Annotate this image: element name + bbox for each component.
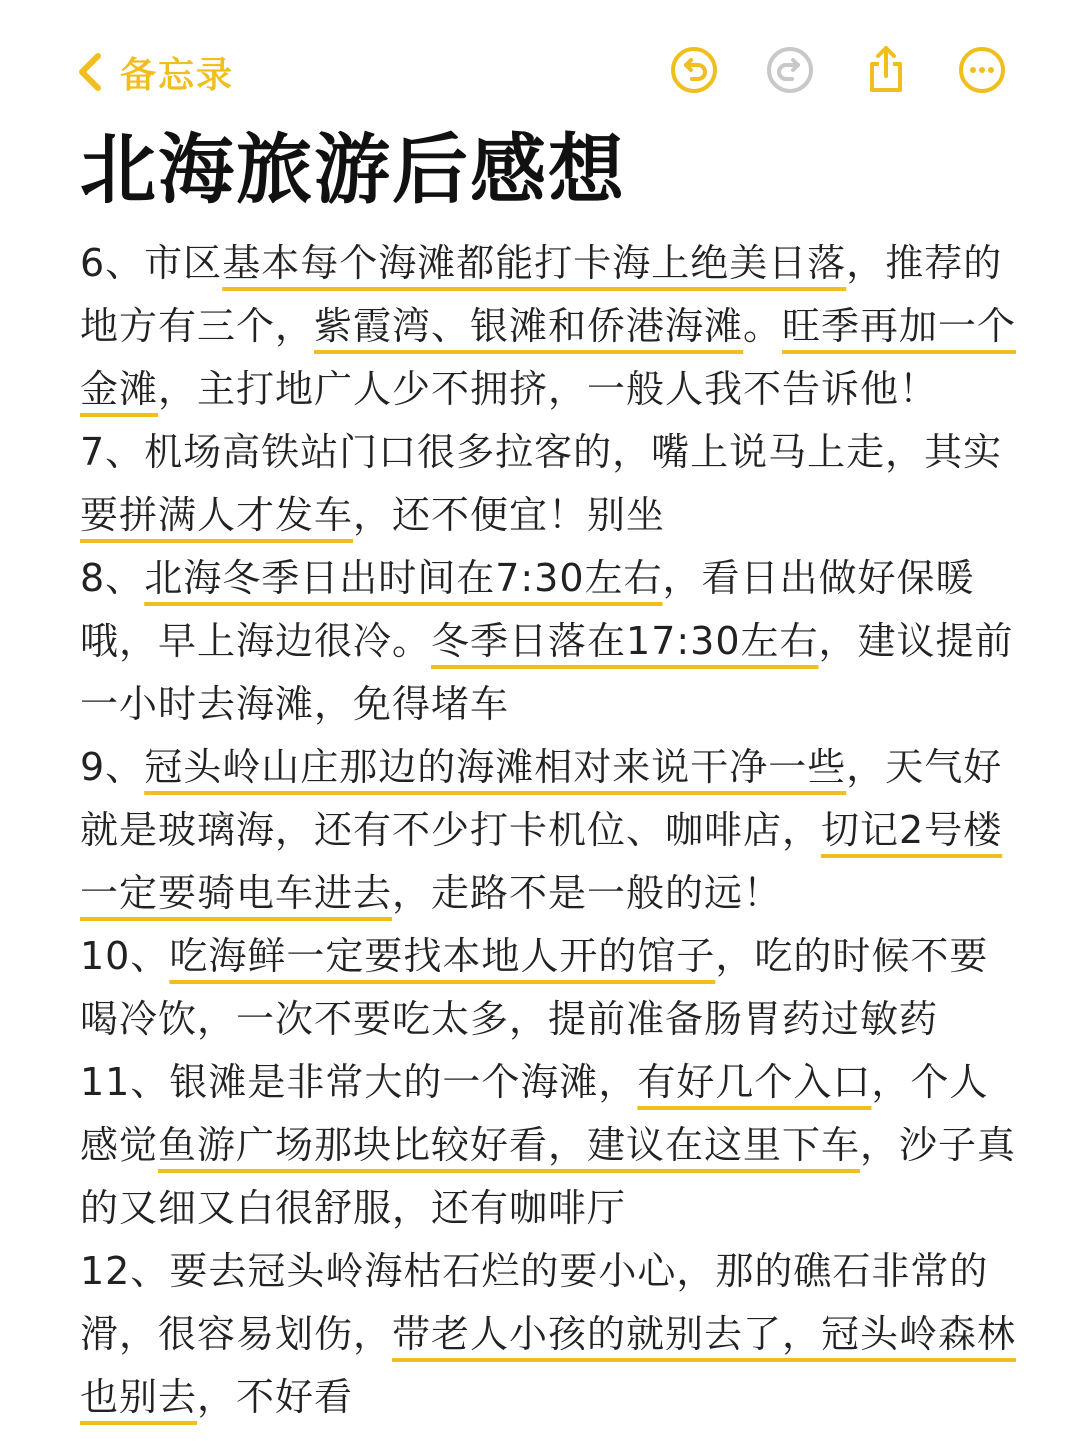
note-text: 10、	[80, 934, 170, 978]
note-paragraph	[80, 736, 1020, 925]
note-text: 9、	[80, 745, 145, 789]
highlighted-text: 有好几个入口	[637, 1060, 872, 1104]
note-paragraph	[80, 1240, 1020, 1429]
undo-icon	[668, 44, 720, 96]
note-text: ，天气好就是玻璃海，还有不少打卡机位、咖啡店，	[80, 745, 1003, 852]
highlighted-text: 旺季再加一个金滩	[80, 304, 1017, 411]
share-button[interactable]	[860, 44, 912, 96]
redo-button[interactable]	[764, 44, 816, 96]
note-text: ，走路不是一般的远！	[392, 871, 783, 915]
note-text: ，还不便宜！别坐	[353, 493, 666, 537]
more-icon	[956, 44, 1008, 96]
note-text: 6、市区	[80, 241, 223, 285]
note-paragraph	[80, 1051, 1020, 1240]
note-text: 8、	[80, 556, 145, 600]
highlighted-text: 北海冬季日出时间在7:30左右	[144, 556, 663, 600]
highlighted-text: 紫霞湾、银滩和侨港海滩	[314, 304, 744, 348]
note-text: 7、机场高铁站门口很多拉客的，嘴上说马上走，其实	[80, 430, 1003, 474]
back-label: 备忘录	[120, 54, 235, 96]
highlighted-text: 鱼游广场那块比较好看，建议在这里下车	[158, 1123, 861, 1167]
note-text: 12、要去冠头岭海枯石烂的要小心，那的礁石非常的滑，很容易划伤，	[80, 1249, 989, 1356]
chevron-left-icon	[74, 50, 106, 94]
note-paragraph	[80, 232, 1020, 421]
highlighted-text: 要拼满人才发车	[80, 493, 354, 537]
note-text: ，不好看	[197, 1375, 354, 1419]
note-title: 北海旅游后感想	[80, 125, 626, 214]
note-body[interactable]	[80, 232, 1020, 1429]
highlighted-text: 切记2号楼一定要骑电车进去	[80, 808, 1003, 915]
note-text: ，推荐的地方有三个，	[80, 241, 1003, 348]
note-text: 。	[743, 304, 783, 348]
note-text: ，吃的时候不要喝冷饮，一次不要吃太多，提前准备肠胃药过敏药	[80, 934, 989, 1041]
note-paragraph	[80, 547, 1020, 736]
highlighted-text: 冠头岭山庄那边的海滩相对来说干净一些	[144, 745, 847, 789]
more-button[interactable]	[956, 44, 1008, 96]
highlighted-text: 带老人小孩的就别去了，冠头岭森林也别去	[80, 1312, 1017, 1419]
note-text: ，主打地广人少不拥挤，一般人我不告诉他！	[158, 367, 939, 411]
share-icon	[860, 44, 912, 96]
highlighted-text: 基本每个海滩都能打卡海上绝美日落	[222, 241, 847, 285]
note-text: ，个人感觉	[80, 1060, 989, 1167]
redo-icon	[764, 44, 816, 96]
note-paragraph	[80, 421, 1020, 547]
note-paragraph	[80, 925, 1020, 1051]
note-text: ，沙子真的又细又白很舒服，还有咖啡厅	[80, 1123, 1017, 1230]
navigation-bar	[0, 0, 1080, 130]
highlighted-text: 吃海鲜一定要找本地人开的馆子	[169, 934, 716, 978]
back-button[interactable]	[74, 44, 234, 100]
highlighted-text: 冬季日落在17:30左右	[431, 619, 819, 663]
note-text: ，看日出做好保暖哦，早上海边很冷。	[80, 556, 975, 663]
note-text: ，建议提前一小时去海滩，免得堵车	[80, 619, 1014, 726]
undo-button[interactable]	[668, 44, 720, 96]
note-text: 11、银滩是非常大的一个海滩，	[80, 1060, 638, 1104]
toolbar	[668, 44, 1008, 96]
